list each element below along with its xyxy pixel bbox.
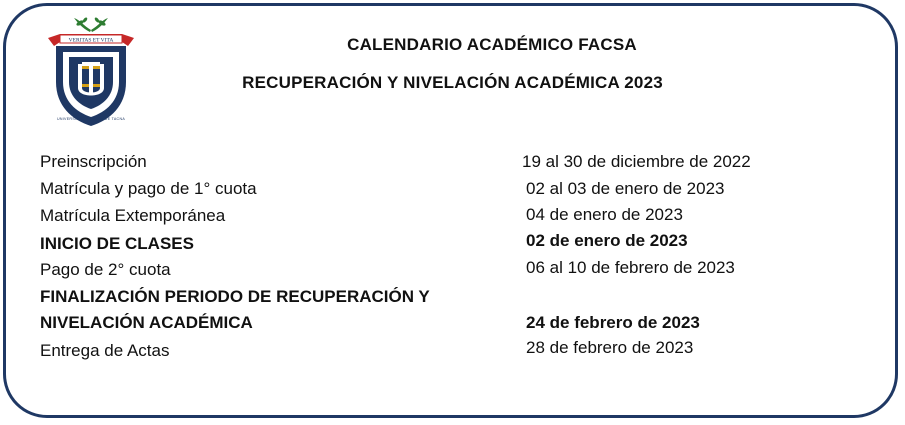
label-finalizacion-line1: FINALIZACIÓN PERIODO DE RECUPERACIÓN Y (40, 287, 430, 306)
laurel-icon (74, 17, 108, 32)
date-pago-segunda-cuota: 06 al 10 de febrero de 2023 (526, 258, 735, 277)
svg-text:UNIVERSIDAD PRIVADA DE TACNA: UNIVERSIDAD PRIVADA DE TACNA (56, 117, 126, 121)
date-matricula-extemporanea: 04 de enero de 2023 (526, 205, 683, 224)
date-inicio-clases: 02 de enero de 2023 (526, 231, 688, 250)
label-finalizacion-line2: NIVELACIÓN ACADÉMICA (40, 313, 253, 332)
page-subtitle: RECUPERACIÓN Y NIVELACIÓN ACADÉMICA 2023 (242, 73, 663, 92)
label-preinscripcion: Preinscripción (40, 152, 147, 171)
date-matricula-pago: 02 al 03 de enero de 2023 (526, 179, 725, 198)
university-logo (44, 16, 138, 128)
label-matricula-pago: Matrícula y pago de 1° cuota (40, 179, 257, 198)
label-pago-segunda-cuota: Pago de 2° cuota (40, 260, 171, 279)
date-finalizacion: 24 de febrero de 2023 (526, 313, 700, 332)
date-preinscripcion: 19 al 30 de diciembre de 2022 (522, 152, 751, 171)
label-entrega-actas: Entrega de Actas (40, 341, 170, 360)
page-title: CALENDARIO ACADÉMICO FACSA (347, 35, 637, 54)
date-entrega-actas: 28 de febrero de 2023 (526, 338, 694, 357)
label-matricula-extemporanea: Matrícula Extemporánea (40, 206, 226, 225)
svg-text:VERITAS ET VITA: VERITAS ET VITA (68, 37, 114, 44)
label-inicio-clases: INICIO DE CLASES (40, 234, 194, 253)
